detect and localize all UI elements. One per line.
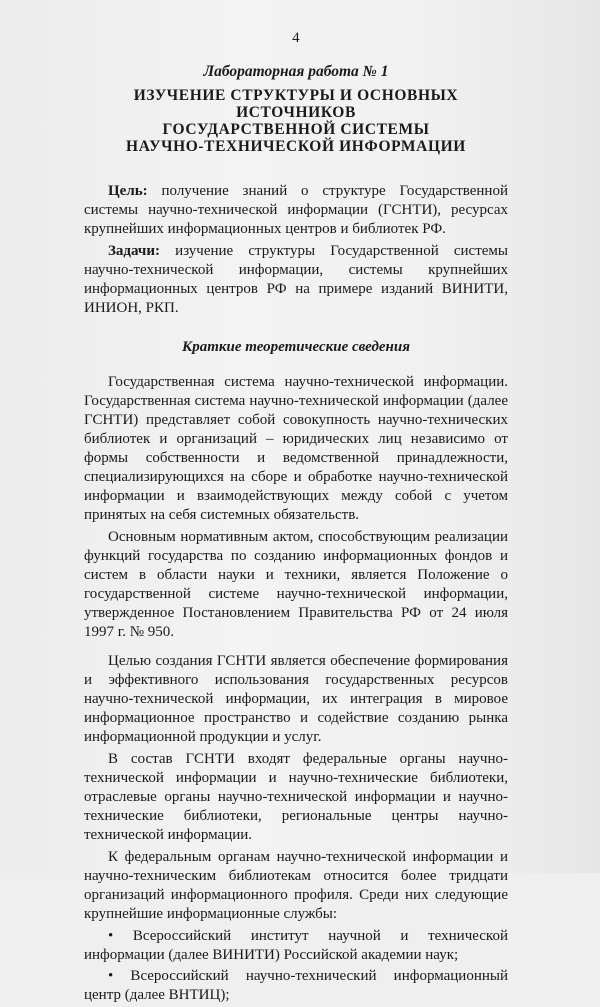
body-paragraph: В состав ГСНТИ входят федеральные органы научно-технической информации и научно-технические библиотеки, отраслевые органы научно-технической информации и научно-технические библиотеки, региональные центры научно-технической информации. (84, 751, 508, 843)
body-paragraph: К федеральным органам научно-технической информации и научно-техническим библиотекам относится более тридцати организаций информационного профиля. Среди них следующие крупнейшие информационные службы: (84, 849, 508, 922)
goal-paragraph (84, 182, 508, 239)
body-paragraph: Основным нормативным актом, способствующим реализации функций государства по созданию информационных фондов и систем в области науки и техники, является Положение о государственной системе научно-технической информации, утвержденное Постановлением Правительства РФ от 24 июля 1997 г. № 950. (84, 529, 508, 640)
section-title: Краткие теоретические сведения (182, 339, 410, 355)
main-title (84, 87, 508, 155)
main-title-line-1: ИЗУЧЕНИЕ СТРУКТУРЫ И ОСНОВНЫХ ИСТОЧНИКОВ (133, 87, 459, 121)
tasks-label: Задачи: (108, 243, 161, 259)
tasks-text: изучение структуры Государственной системы научно-технической информации, системы крупнейших информационных центров РФ на примере изданий ВИНИТИ, ИНИОН, РКП. (84, 243, 508, 316)
main-title-line-3: НАУЧНО-ТЕХНИЧЕСКОЙ ИНФОРМАЦИИ (126, 138, 466, 155)
tasks-paragraph (84, 242, 508, 318)
lab-work-title: Лабораторная работа № 1 (203, 63, 389, 80)
page-content (84, 30, 508, 1007)
goal-text: получение знаний о структуре Государственной системы научно-технической информации (ГСНТИ), ресурсах крупнейших информационных центров и библиотек РФ. (84, 183, 508, 237)
page-number: 4 (292, 30, 300, 46)
list-item: • Всероссийский научно-технический информационный центр (далее ВНТИЦ); (84, 968, 508, 1003)
main-title-line-2: ГОСУДАРСТВЕННОЙ СИСТЕМЫ (162, 121, 430, 138)
goal-label: Цель: (108, 183, 148, 199)
body-paragraph: Государственная система научно-технической информации. Государственная система научно-технической информации (далее ГСНТИ) представляет собой совокупность научно-технических библиотек и организаций – юридических лиц независимо от формы собственности и ведомственной принадлежности, специализирующихся на сборе и обработке научно-технической информации и взаимодействующих между собой с учетом принятых на себя системных обязательств. (84, 374, 508, 523)
body-paragraph: Целью создания ГСНТИ является обеспечение формирования и эффективного использования государственных ресурсов научно-технической информации, их интеграция в мировое информационное пространство и содействие созданию рынка информационной продукции и услуг. (84, 653, 508, 745)
list-item: • Всероссийский институт научной и технической информации (далее ВИНИТИ) Российской академии наук; (84, 928, 508, 963)
